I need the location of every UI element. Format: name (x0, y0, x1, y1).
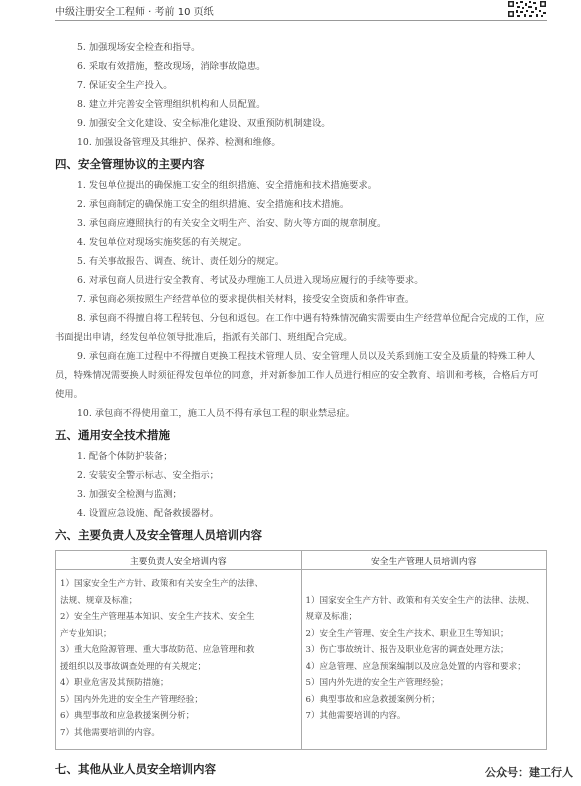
cell-line: 产专业知识； (60, 628, 112, 639)
list-item: 6. 对承包商人员进行安全教育、考试及办理施工人员进入现场应履行的手续等要求。 (77, 275, 424, 286)
list-item: 1. 发包单位提出的确保施工安全的组织措施、安全措施和技术措施要求。 (77, 180, 378, 191)
list-item: 6. 采取有效措施，整改现场，消除事故隐患。 (77, 61, 266, 72)
cell-line: 3）重大危险源管理、重大事故防范、应急管理和救 (60, 645, 255, 655)
cell-line: 规章及标准； (305, 612, 358, 622)
header-title: 中级注册安全工程师 · 考前 10 页纸 (55, 7, 214, 18)
cell-line: 2）安全生产管理基本知识、安全生产技术、安全生 (60, 612, 255, 622)
list-item: 5. 有关事故报告、调查、统计、责任划分的规定。 (77, 256, 285, 267)
list-item: 5. 加强现场安全检查和指导。 (77, 42, 201, 53)
page-header (55, 0, 555, 22)
table-cell-manager (301, 570, 547, 750)
list-item: 7. 保证安全生产投入。 (77, 80, 173, 91)
cell-line: 7）其他需要培训的内容。 (305, 711, 406, 721)
cell-line: 5）国内外先进的安全生产管理经验； (60, 694, 203, 705)
list-item: 8. 承包商不得擅自将工程转包、分包和返包。在工作中遇有特殊情况确实需要由生产经营单位配合完成的工作，应书面提出申请，经发包单位领导批准后，指派有关部门、班组配合完成。 (55, 313, 545, 343)
cell-line: 1）国家安全生产方针、政策和有关安全生产的法律、 (60, 579, 264, 589)
cell-line: 1）国家安全生产方针、政策和有关安全生产的法律、法规、 (305, 595, 535, 606)
cell-line: 4）应急管理、应急预案编制以及应急处置的内容和要求； (305, 661, 526, 672)
cell-line: 6）典型事故和应急救援案例分析； (60, 711, 195, 721)
list-item: 10. 加强设备管理及其维护、保养、检测和维修。 (77, 137, 281, 148)
list-item: 8. 建立并完善安全管理组织机构和人员配置。 (77, 99, 266, 110)
list-item: 1. 配备个体防护装备； (77, 451, 173, 462)
section-heading: 五、通用安全技术措施 (55, 428, 170, 442)
list-item: 9. 承包商在施工过程中不得擅自更换工程技术管理人员、安全管理人员以及关系到施工安全及质量的特殊工种人员，特殊情况需要换人时须征得发包单位的同意，并对新参加工作人员进行相应的安全教育、培训和考核，合格后方可使用。 (55, 351, 539, 400)
column-header: 安全生产管理人员培训内容 (301, 551, 547, 570)
list-item: 2. 安装安全警示标志、安全指示； (77, 470, 219, 481)
list-item: 10. 承包商不得使用童工，施工人员不得有承包工程的职业禁忌症。 (77, 408, 356, 419)
cell-line: 援组织以及事故调查处理的有关规定； (60, 661, 207, 672)
list-item: 2. 承包商制定的确保施工安全的组织措施、安全措施和技术措施。 (77, 199, 350, 210)
qr-code-icon (507, 0, 547, 18)
cell-line: 5）国内外先进的安全生产管理经验； (305, 678, 449, 688)
section-heading: 四、安全管理协议的主要内容 (55, 157, 205, 171)
list-item: 3. 加强安全检测与监测； (77, 489, 182, 500)
cell-line: 6）典型事故和应急救援案例分析； (305, 694, 440, 705)
column-header: 主要负责人安全培训内容 (56, 551, 302, 570)
section-heading: 七、其他从业人员安全培训内容 (55, 762, 216, 776)
header-divider (55, 20, 547, 21)
cell-line: 7）其他需要培训的内容。 (60, 727, 160, 738)
section-heading: 六、主要负责人及安全管理人员培训内容 (55, 528, 262, 542)
cell-line: 3）伤亡事故统计、报告及职业危害的调查处理方法； (305, 645, 509, 655)
training-table (55, 550, 547, 750)
cell-line: 2）安全生产管理、安全生产技术、职业卫生等知识； (305, 628, 509, 639)
page-content (55, 38, 547, 781)
cell-line: 4）职业危害及其预防措施； (60, 678, 169, 688)
table-cell-principal (56, 570, 302, 750)
cell-line: 法规、规章及标准； (60, 595, 138, 606)
list-item: 4. 设置应急设施、配备救援器材。 (77, 508, 219, 519)
list-item: 7. 承包商必须按照生产经营单位的要求提供相关材料，接受安全资质和条件审查。 (77, 294, 415, 305)
footer-account: 公众号：建工行人 (485, 766, 573, 779)
table-header-row (56, 551, 547, 570)
list-item: 4. 发包单位对现场实施奖惩的有关规定。 (77, 237, 247, 248)
table-row (56, 570, 547, 750)
list-item: 9. 加强安全文化建设、安全标准化建设、双重预防机制建设。 (77, 118, 331, 129)
list-item: 3. 承包商应遵照执行的有关安全文明生产、治安、防火等方面的规章制度。 (77, 218, 387, 229)
